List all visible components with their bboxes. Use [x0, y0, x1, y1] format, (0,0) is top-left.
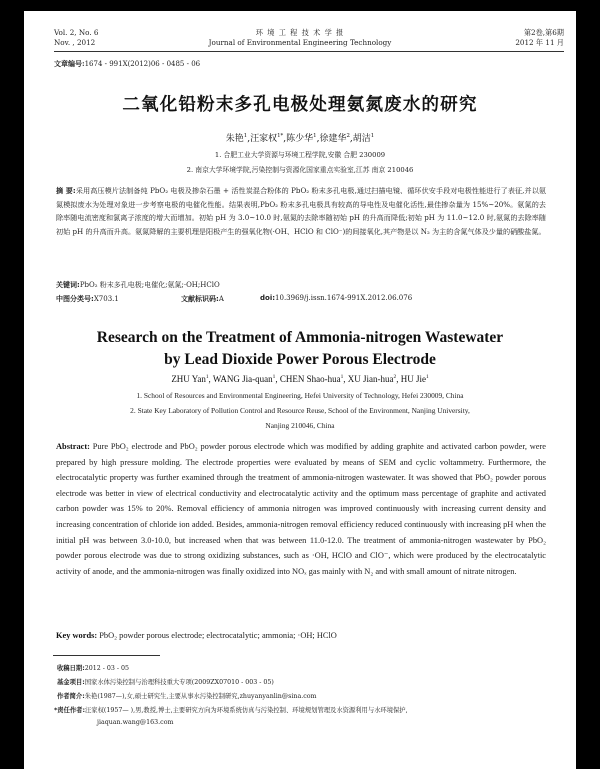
- issue-date-en: Nov. , 2012: [54, 38, 96, 47]
- doi: [260, 294, 412, 302]
- title-cn: 二氧化铅粉末多孔电极处理氨氮废水的研究: [122, 95, 478, 115]
- author-affil-mark: 2: [346, 133, 350, 139]
- abstract-cn: [56, 184, 546, 238]
- clc-value: X703.1: [93, 295, 119, 303]
- author-name: HU Jie: [400, 374, 426, 384]
- author-affil-mark: 2: [393, 374, 397, 380]
- footnote-corresponding: [54, 705, 408, 714]
- document-code-value: A: [218, 295, 224, 303]
- affiliation-cn-1: 1. 合肥工业大学资源与环境工程学院,安徽 合肥 230009: [214, 151, 386, 159]
- footnote-author: [57, 691, 317, 700]
- doi-label: doi:: [260, 294, 276, 302]
- keywords-cn-label: 关键词:: [56, 281, 80, 289]
- journal-name-en: Journal of Environmental Engineering Technology: [208, 38, 392, 47]
- article-number: [54, 59, 200, 69]
- author-name: ZHU Yan: [171, 374, 206, 384]
- journal-name: [24, 28, 576, 48]
- corresponding-text: 汪家权(1957— ),男,教授,博士,主要研究方向为环境系统仿真与污染控制、环境规划管理及水资源利用与水环境保护,: [85, 707, 408, 714]
- corresponding-email: jiaquan.wang@163.com: [97, 719, 174, 726]
- received-date: 2012 - 03 - 05: [84, 665, 130, 672]
- author-name: 朱艳: [225, 134, 244, 144]
- volume-number: Vol. 2, No. 6: [54, 28, 99, 37]
- affiliation-en-1: 1. School of Resources and Environmental Engineering, Hefei University of Technology, Hefei 230009, China: [136, 391, 464, 400]
- received-label: 收稿日期:: [57, 665, 85, 672]
- clc-label: 中图分类号:: [56, 295, 94, 303]
- author-affil-mark: 1: [370, 133, 375, 139]
- volume-issue-cn: [515, 28, 564, 48]
- keywords-cn: [56, 280, 220, 290]
- affiliation-en-2: 2. State Key Laboratory of Pollution Control and Resource Reuse, School of the Environment, Nanjing University,: [130, 406, 470, 415]
- author-bio-text: 朱艳(1987—),女,硕士研究生,主要从事水污染控制研究,zhuyanyanlin@sina.com: [84, 693, 317, 700]
- affiliation-cn-2: 2. 南京大学环境学院,污染控制与资源化国家重点实验室,江苏 南京 210046: [186, 166, 414, 174]
- author-affil-mark: 1: [425, 374, 429, 380]
- title-en-line-1: Research on the Treatment of Ammonia-nitrogen Wastewater: [96, 329, 504, 346]
- author-name: 胡洁: [352, 134, 371, 144]
- footnote-divider: [53, 655, 160, 656]
- abstract-cn-text: 采用高压模片法制备纯 PbO₂ 电极及掺杂石墨 + 活性炭混合粉体的 PbO₂ 粉末多孔电极,通过扫描电镜、循环伏安手段对电极性能进行了表征,并以氨氮模拟废水为处理对象进一步考察电极的电催化性能。结果表明,PbO₂ 粉末多孔电极具有较高的导电性及电催化活性,最佳掺杂量为 15%~20%。氨氮的去除率随电流密度和氯离子浓度的增大而增加。初始 pH 为 3.0~10.0 时,氨氮的去除率随初始 pH 的升高而降低;初始 pH 为 11.0~12.0 时,氨氮的去除率随初始 pH 的升高而升高。氨氮降解的主要机理是阳极产生的强氧化物(·OH、HClO 和 ClO⁻)的间接氧化,其产物是以 N₂ 为主的含氮气体及少量的硝酸盐氮。: [56, 186, 546, 236]
- article-number-label: 文章编号:: [54, 59, 85, 68]
- keywords-en-text: PbO₂ powder porous electrode; electrocatalytic; ammonia; ·OH; HClO: [99, 631, 337, 640]
- abstract-cn-label: 摘 要:: [56, 186, 76, 195]
- corresponding-label: *责任作者:: [54, 707, 85, 714]
- author-affil-mark: 1: [340, 374, 344, 380]
- document-code: [181, 294, 224, 304]
- footnote-received: [57, 663, 129, 672]
- authors-cn: 朱艳$^1$,汪家权$^{1*}$,陈少华$^1$,徐建华$^2$,胡洁$^1$: [225, 133, 375, 144]
- affiliation-en-2-cont: Nanjing 210046, China: [265, 421, 335, 430]
- author-name: 汪家权: [250, 134, 278, 144]
- fund-label: 基金项目:: [57, 679, 85, 686]
- abstract-en-label: Abstract:: [56, 442, 90, 451]
- article-number-value: 1674 - 991X(2012)06 - 0485 - 06: [84, 60, 201, 68]
- author-name: XU Jian-hua: [347, 374, 394, 384]
- journal-name-cn: 环 境 工 程 技 术 学 报: [255, 28, 345, 37]
- abstract-en: [56, 439, 546, 579]
- doi-value: 10.3969/j.issn.1674-991X.2012.06.076: [275, 294, 413, 302]
- issue-date-cn: 2012 年 11 月: [515, 38, 564, 47]
- abstract-en-text: Pure PbO₂ electrode and PbO₂ powder porous electrode which was modified by adding graphite and activated carbon powder, were prepared by high pressure molding. The electrode properties were evaluated by means of SEM and cyclic voltammetry. Furthermore, the electrocatalytic property was further examined through the treatment of ammonia-nitrogen wastewater. It was showed that PbO₂ powder porous electrode was better in view of electrical conductivity and electrocatalytic activity and the optimum mass percentage of graphite and activated carbon powder was 15% to 20%. Removal efficiency of ammonia nitrogen was improved continuously with increasing current density and increasing concentration of chloride ion added. Besides, ammonia-nitrogen removal efficiency reduced continuously with increasing pH when the initial pH was between 3.0-10.0, but increased when that was between 11.0-12.0. The treatment of ammonia-nitrogen wastewater by PbO₂ powder porous electrode was due to strong oxidizing substances, such as ·OH, HClO and ClO⁻, which were produced by the electrocatalytic activity of anode, and the ammonia-nitrogen was finally oxidized into NOₓ gas mainly with N₂ and with small amount of nitrate nitrogen.: [56, 442, 546, 576]
- author-name: 徐建华: [319, 134, 347, 144]
- keywords-en: [56, 631, 337, 640]
- title-en-line-2: by Lead Dioxide Power Porous Electrode: [164, 351, 436, 368]
- keywords-en-label: Key words:: [56, 631, 98, 640]
- author-affil-mark: 1: [272, 374, 276, 380]
- author-name: CHEN Shao-hua: [279, 374, 341, 384]
- author-name: WANG Jia-quan: [212, 374, 273, 384]
- authors-en: ZHU Yan$^1$, WANG Jia-quan$^1$, CHEN Shao-hua$^1$, XU Jian-hua$^2$, HU Jie$^1$: [171, 374, 429, 384]
- header-divider: [54, 51, 564, 52]
- author-affil-mark: 1: [205, 374, 209, 380]
- author-affil-mark: 1*: [277, 133, 284, 139]
- author-affil-mark: 1: [243, 133, 248, 139]
- author-bio-label: 作者简介:: [57, 693, 85, 700]
- author-name: 陈少华: [286, 134, 314, 144]
- volume-number-cn: 第2卷,第6期: [523, 28, 564, 37]
- paper-page: [24, 11, 576, 769]
- clc-number: [56, 294, 119, 304]
- document-code-label: 文献标识码:: [181, 295, 219, 303]
- footnote-fund: [57, 677, 274, 686]
- author-affil-mark: 1: [313, 133, 317, 139]
- keywords-cn-text: PbO₂ 粉末多孔电极;电催化;氨氮;·OH;HClO: [79, 281, 220, 289]
- fund-text: 国家水体污染控制与治理科技重大专项(2009ZX07010 - 003 - 05): [84, 679, 274, 686]
